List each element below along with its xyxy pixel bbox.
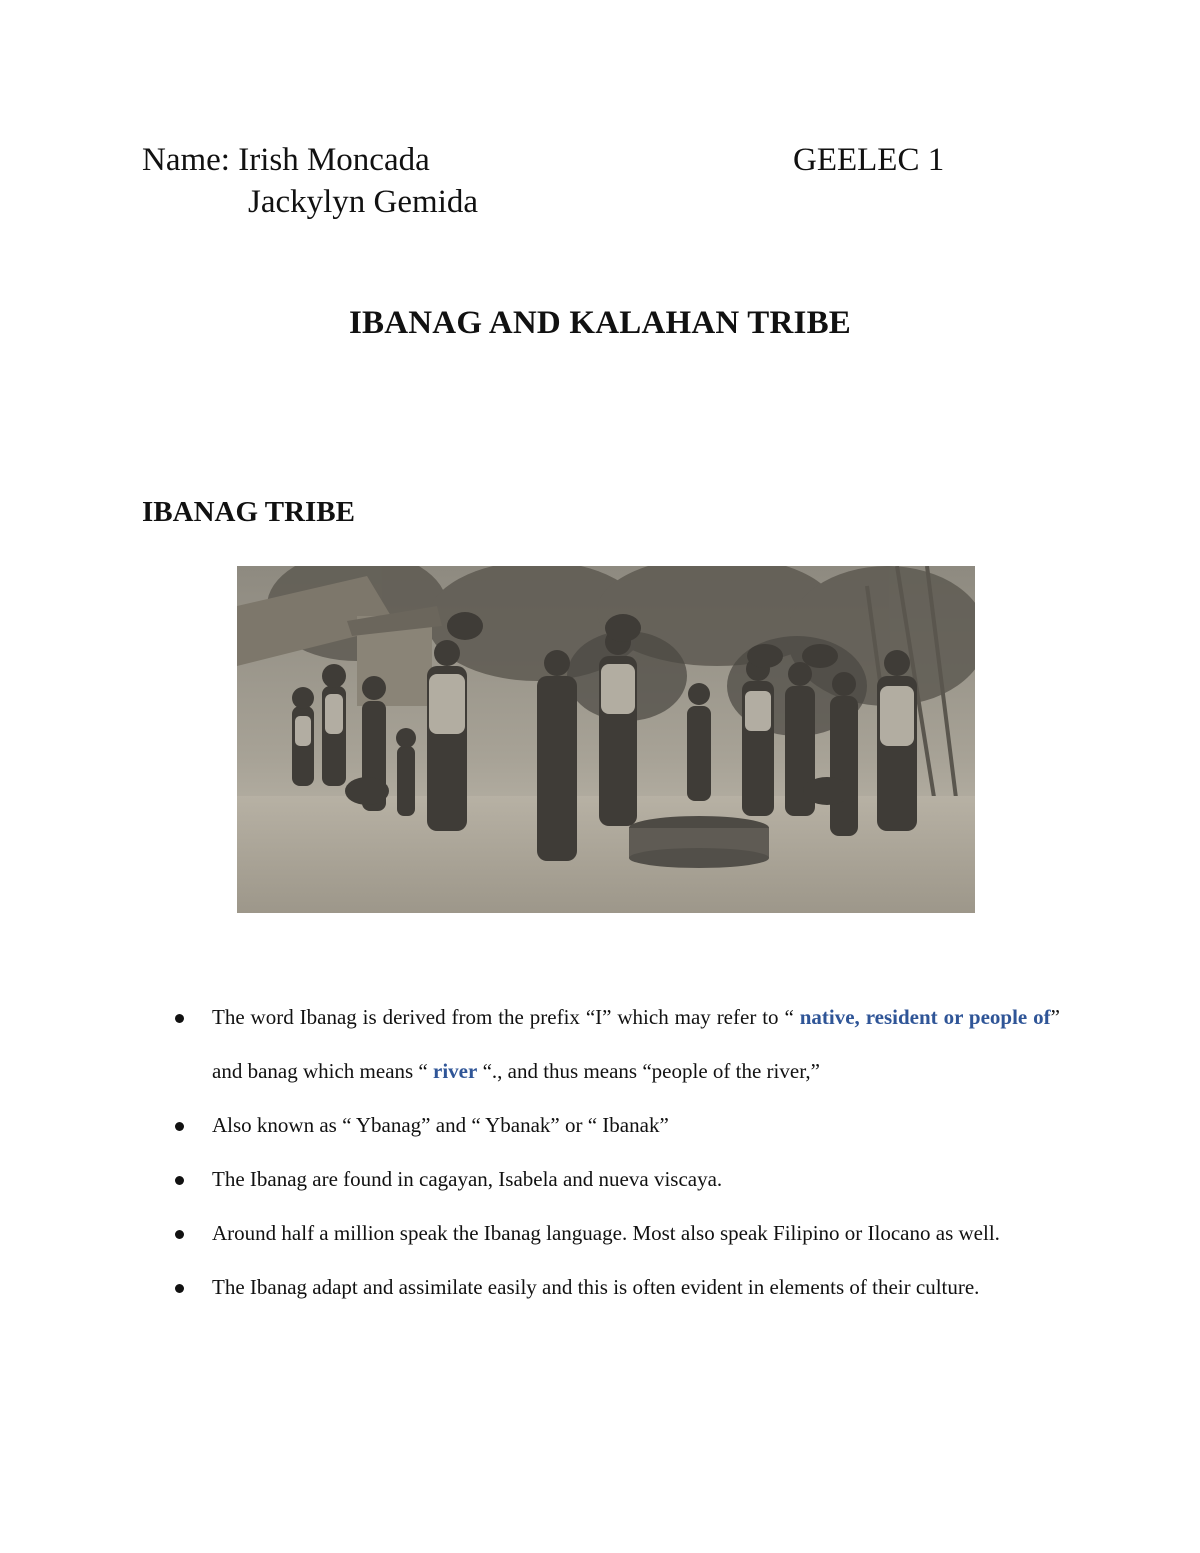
second-author-name: Jackylyn Gemida	[248, 184, 479, 220]
list-item: Around half a million speak the Ibanag language. Most also speak Filipino or Ilocano as well.	[142, 1206, 1060, 1260]
list-item: The Ibanag are found in cagayan, Isabela and nueva viscaya.	[142, 1152, 1060, 1206]
bullet-icon	[175, 1176, 184, 1185]
section-heading: IBANAG TRIBE	[142, 496, 355, 528]
bullet-icon	[175, 1014, 184, 1023]
document-title: IBANAG AND KALAHAN TRIBE	[348, 305, 852, 341]
author-name-line: Name: Irish Moncada	[142, 142, 430, 178]
course-code: GEELEC 1	[793, 142, 945, 178]
highlight-text: river	[433, 1059, 478, 1083]
bullet-icon	[175, 1284, 184, 1293]
bullet-list	[142, 990, 1060, 1314]
bullet-icon	[175, 1122, 184, 1131]
bullet-icon	[175, 1230, 184, 1239]
historical-photo	[237, 566, 975, 913]
historical-photo-icon	[237, 566, 975, 913]
list-item: The Ibanag adapt and assimilate easily and this is often evident in elements of their culture.	[142, 1260, 1060, 1314]
highlight-text: native, resident or people of	[799, 1005, 1051, 1029]
list-item: Also known as “ Ybanag” and “ Ybanak” or “ Ibanak”	[142, 1098, 1060, 1152]
list-item: The word Ibanag is derived from the prefix “I” which may refer to “ native, resident or people of” and banag which means “ river “., and thus means “people of the river,”	[142, 990, 1060, 1098]
